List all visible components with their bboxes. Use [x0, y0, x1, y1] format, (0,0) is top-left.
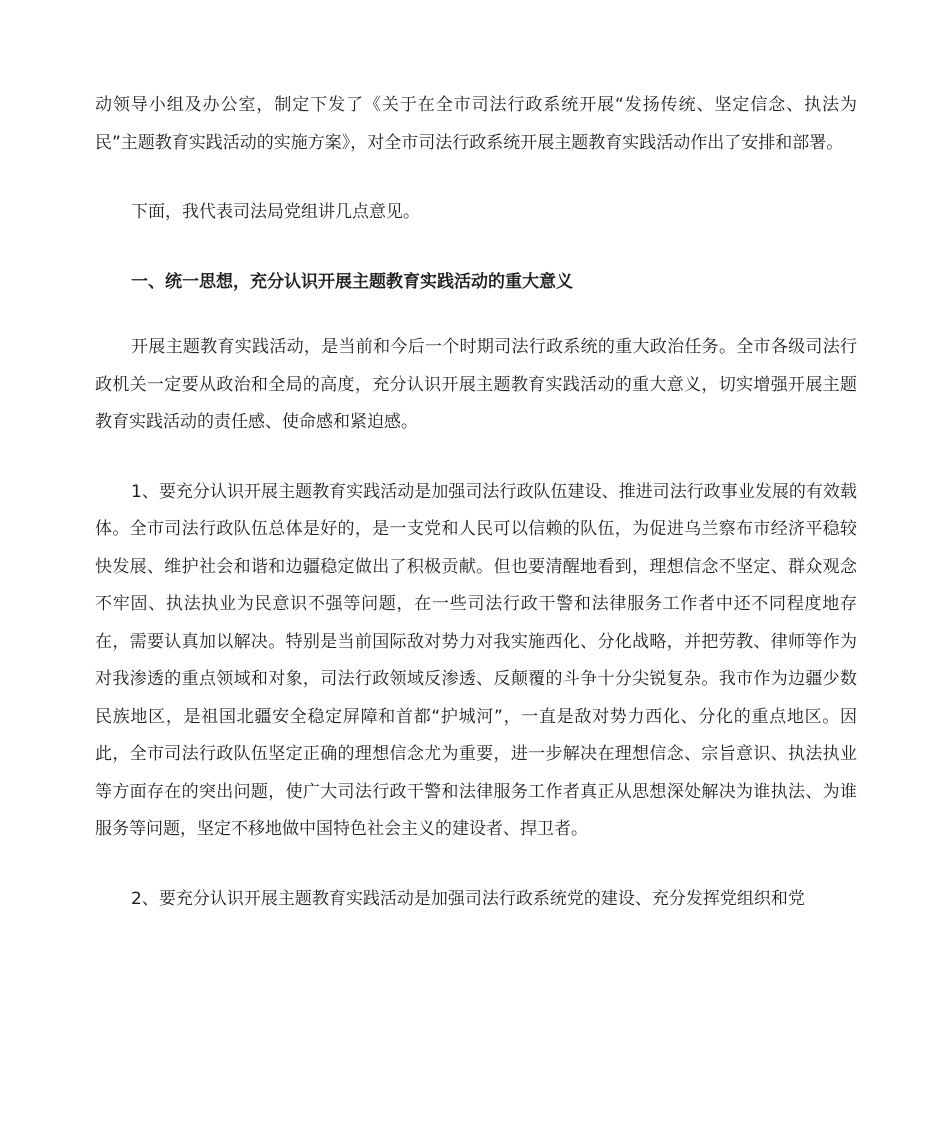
paragraph-opening-remark: 下面，我代表司法局党组讲几点意见。 — [131, 202, 420, 222]
document-page — [95, 87, 857, 950]
paragraph-point-1: 1、要充分认识开展主题教育实践活动是加强司法行政队伍建设、推进司法行政事业发展的有效载体。全市司法行政队伍总体是好的，是一支党和人民可以信赖的队伍，为促进乌兰察布市经济平稳较快发展、维护社会和谐和边疆稳定做出了积极贡献。但也要清醒地看到，理想信念不坚定、群众观念不牢固、执法执业为民意识不强等问题，在一些司法行政干警和法律服务工作者中还不同程度地存在，需要认真加以解决。特别是当前国际敌对势力对我实施西化、分化战略，并把劳教、律师等作为对我渗透的重点领域和对象，司法行政领域反渗透、反颠覆的斗争十分尖锐复杂。我市作为边疆少数民族地区，是祖国北疆安全稳定屏障和首都“护城河”，一直是敌对势力西化、分化的重点地区。因此，全市司法行政队伍坚定正确的理想信念尤为重要，进一步解决在理想信念、宗旨意识、执法执业等方面存在的突出问题，使广大司法行政干警和法律服务工作者真正从思想深处解决为谁执法、为谁服务等问题，坚定不移地做中国特色社会主义的建设者、捍卫者。 — [95, 481, 857, 839]
paragraph-intro-continuation: 动领导小组及办公室，制定下发了《关于在全市司法行政系统开展“发扬传统、坚定信念、执法为民”主题教育实践活动的实施方案》，对全市司法行政系统开展主题教育实践活动作出了安排和部署。 — [95, 95, 857, 153]
paragraph-point-2: 2、要充分认识开展主题教育实践活动是加强司法行政系统党的建设、充分发挥党组织和党 — [131, 888, 805, 909]
paragraph-section-1-intro: 开展主题教育实践活动，是当前和今后一个时期司法行政系统的重大政治任务。全市各级司法行政机关一定要从政治和全局的高度，充分认识开展主题教育实践活动的重大意义，切实增强开展主题教育实践活动的责任感、使命感和紧迫感。 — [95, 337, 857, 432]
section-heading-1: 一、统一思想，充分认识开展主题教育实践活动的重大意义 — [131, 271, 573, 292]
